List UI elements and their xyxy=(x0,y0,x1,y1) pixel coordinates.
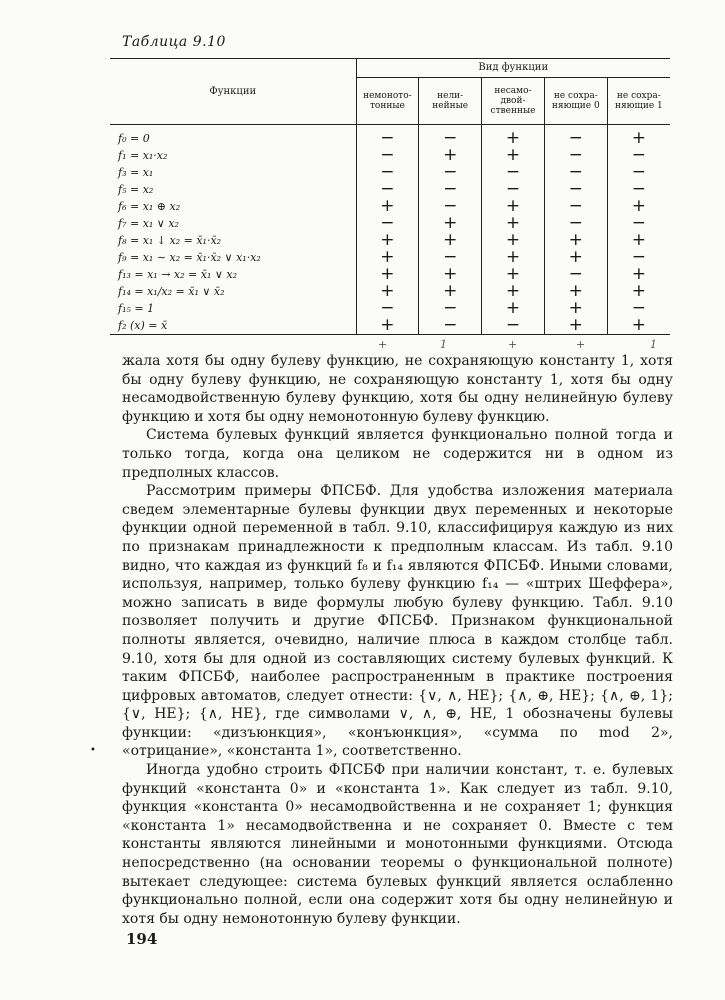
function-name: f₀ = 0 xyxy=(110,125,356,148)
table-body xyxy=(110,125,670,335)
header-functions: Функции xyxy=(110,59,356,125)
handwritten-mark: + xyxy=(576,338,586,351)
class-mark: − xyxy=(544,125,607,148)
class-mark: + xyxy=(419,232,482,249)
class-mark: + xyxy=(482,232,545,249)
class-mark: + xyxy=(631,128,646,148)
class-mark: − xyxy=(419,198,482,215)
class-mark: − xyxy=(482,181,545,198)
class-mark: + xyxy=(631,281,646,301)
paragraph: Рассмотрим примеры ФПСБФ. Для удобства изложения материала сведем элементарные булевы функции двух переменных и некоторые функции одной переменной в табл. 9.10, классифицируя каждую из них по признакам принадлежности к предполным классам. Из табл. 9.10 видно, что каждая из функций f₈ и f₁₄ являются ФПСБФ. Иными словами, используя, например, только булеву функцию f₁₄ — «штрих Шеффера», можно записать в виде формулы любую булеву функцию. Табл. 9.10 позволяет получить и другие ФПСБФ. Признаком функциональной полноты является, очевидно, наличие плюса в каждом столбце табл. 9.10, хотя бы для одной из составляющих систему булевых функций. К таким ФПСБФ, наиболее распространенным в практике построения цифровых автоматов, следует отнести: {∨, ∧, НЕ}; {∧, ⊕, НЕ}; {∧, ⊕, 1}; {∨, НЕ}; {∧, НЕ}, где символами ∨, ∧, ⊕, НЕ, 1 обозначены булевы функции: «дизъюнкция», «конъюнкция», «сумма по mod 2», «отрицание», «константа 1», соответственно. xyxy=(122,483,673,760)
class-mark: + xyxy=(544,283,607,300)
header-nonselfdual: несамо-двой-ственные xyxy=(482,78,545,125)
class-mark: + xyxy=(419,147,482,164)
class-mark: − xyxy=(356,147,419,164)
class-mark: − xyxy=(631,162,646,182)
function-name: f₁₄ = x₁/x₂ = x̄₁ ∨ x̄₂ xyxy=(110,283,356,300)
class-mark: − xyxy=(419,125,482,148)
handwritten-mark: + xyxy=(508,338,518,351)
function-name: f₁₅ = 1 xyxy=(110,300,356,317)
handwritten-mark: 1 xyxy=(650,338,657,351)
paragraph: Иногда удобно строить ФПСБФ при наличии констант, т. е. булевых функций «константа 0» и «константа 1». Как следует из табл. 9.10, функция «константа 0» несамодвойственна и не сохраняет 1; функция «константа 1» несамодвойственна и не сохраняет 0. Вместе с тем константы являются линейными и монотонными функциями. Отсюда непосредственно (на основании теоремы о функциональной полноте) вытекает следующее: система булевых функций является ослабленно функционально полной, если она содержит хотя бы одну нелинейную и хотя бы одну немонотонную булеву функции. xyxy=(122,762,673,927)
paragraph: жала хотя бы одну булеву функцию, не сохраняющую константу 1, хотя бы одну булеву функцию, не сохраняющую константу 1, хотя бы одну несамодвойственную булеву функцию, хотя бы одну нелинейную булеву функцию и хотя бы одну немонотонную булеву функцию. xyxy=(122,353,673,425)
function-name: f₆ = x₁ ⊕ x₂ xyxy=(110,198,356,215)
function-name: f₃ = x₁ xyxy=(110,164,356,181)
print-speck: • xyxy=(90,745,96,756)
class-mark: + xyxy=(482,147,545,164)
class-mark: + xyxy=(356,266,419,283)
class-mark: − xyxy=(419,317,482,335)
table-caption: Таблица 9.10 xyxy=(122,34,226,50)
class-mark: + xyxy=(356,317,419,335)
class-mark: + xyxy=(356,249,419,266)
function-name: f₁ = x₁·x₂ xyxy=(110,147,356,164)
class-mark: + xyxy=(356,198,419,215)
function-name: f₈ = x₁ ↓ x₂ = x̄₁·x̄₂ xyxy=(110,232,356,249)
class-mark: − xyxy=(544,181,607,198)
class-mark: − xyxy=(631,247,646,267)
class-mark: − xyxy=(482,317,545,335)
class-mark: − xyxy=(419,249,482,266)
class-mark: − xyxy=(356,300,419,317)
class-mark: − xyxy=(544,164,607,181)
function-name: f₅ = x₂ xyxy=(110,181,356,198)
class-mark: − xyxy=(631,145,646,165)
function-name: f₉ = x₁ ∼ x₂ = x̄₁·x̄₂ ∨ x₁·x₂ xyxy=(110,249,356,266)
handwritten-mark: 1 xyxy=(440,338,447,351)
class-mark: + xyxy=(544,249,607,266)
class-mark: − xyxy=(544,215,607,232)
function-name: f₂ (x) = x̄ xyxy=(110,317,356,335)
function-table xyxy=(110,58,670,335)
class-mark: + xyxy=(544,232,607,249)
class-mark: + xyxy=(482,266,545,283)
class-mark: + xyxy=(631,196,646,216)
class-mark: + xyxy=(419,215,482,232)
class-mark: + xyxy=(482,198,545,215)
body-text xyxy=(122,352,673,928)
class-mark: + xyxy=(356,232,419,249)
class-mark: + xyxy=(482,215,545,232)
function-table-wrapper xyxy=(110,58,670,353)
handwritten-marks xyxy=(110,335,670,353)
class-mark: − xyxy=(419,164,482,181)
header-nonmonotone: немоното-тонные xyxy=(356,78,419,125)
class-mark: − xyxy=(356,215,419,232)
header-nonlinear: нели-нейные xyxy=(419,78,482,125)
class-mark: + xyxy=(631,230,646,250)
class-mark: − xyxy=(544,266,607,283)
class-mark: − xyxy=(419,300,482,317)
page-number: 194 xyxy=(126,930,158,948)
class-mark: + xyxy=(544,300,607,317)
handwritten-mark: + xyxy=(378,338,388,351)
class-mark: − xyxy=(419,181,482,198)
class-mark: + xyxy=(482,283,545,300)
class-mark: − xyxy=(356,164,419,181)
class-mark: − xyxy=(356,181,419,198)
class-mark: − xyxy=(356,125,419,148)
function-name: f₇ = x₁ ∨ x₂ xyxy=(110,215,356,232)
table-row xyxy=(110,317,670,335)
class-mark: − xyxy=(544,147,607,164)
function-name: f₁₃ = x₁ → x₂ = x̄₁ ∨ x₂ xyxy=(110,266,356,283)
class-mark: + xyxy=(482,249,545,266)
class-mark: + xyxy=(419,266,482,283)
class-mark: − xyxy=(631,179,646,199)
class-mark: − xyxy=(631,298,646,318)
class-mark: + xyxy=(631,264,646,284)
class-mark: + xyxy=(544,317,607,335)
class-mark: + xyxy=(631,315,646,335)
table-row xyxy=(110,125,670,148)
class-mark: + xyxy=(482,300,545,317)
class-mark: − xyxy=(631,213,646,233)
header-not-preserving-1: не сохра-няющие 1 xyxy=(614,91,663,111)
class-mark: − xyxy=(544,198,607,215)
header-function-kind: Вид функции xyxy=(356,59,670,78)
class-mark: + xyxy=(482,125,545,148)
class-mark: − xyxy=(482,164,545,181)
paragraph: Система булевых функций является функционально полной тогда и только тогда, когда она целиком не содержится ни в одном из предполных классов. xyxy=(122,427,673,481)
header-not-preserving-0: не сохра-няющие 0 xyxy=(544,78,607,125)
class-mark: + xyxy=(419,283,482,300)
class-mark: + xyxy=(356,283,419,300)
